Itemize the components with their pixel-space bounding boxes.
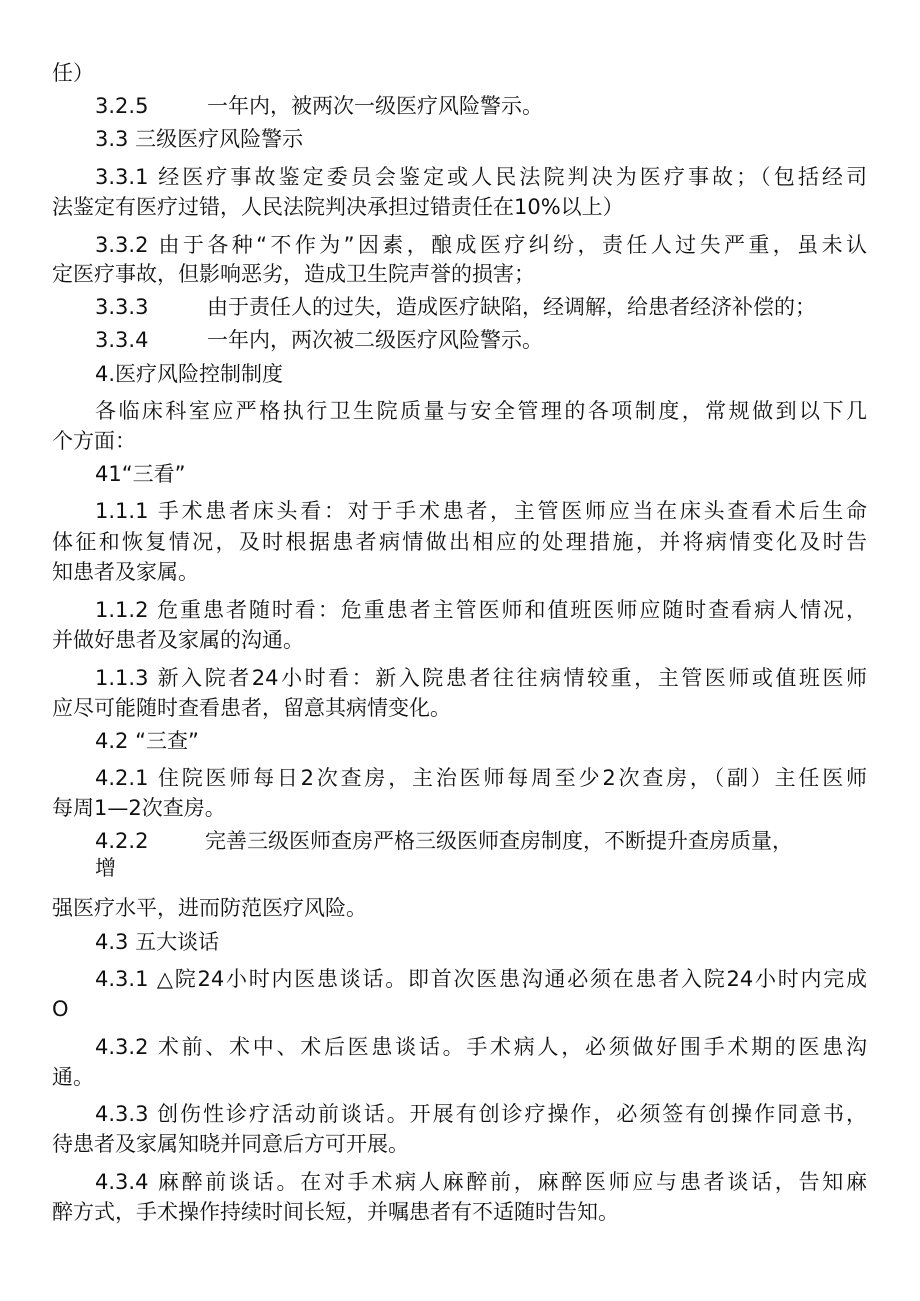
text-line: 强医疗水平，进而防范医疗风险。: [52, 896, 367, 920]
clause-number: 3.3.3: [95, 295, 149, 319]
text-line: 4.3.1 △院24小时内医患谈话。即首次医患沟通必须在患者入院24小时内完成: [95, 967, 867, 991]
text-line: 4.3.2 术前、术中、术后医患谈话。手术病人，必须做好围手术期的医患沟: [95, 1035, 867, 1059]
clause-number: 3.2.5: [95, 94, 149, 118]
clause-text: 完善三级医师查房严格三级医师查房制度，不断提升查房质量，: [205, 829, 793, 853]
text-line: 4.2.1 住院医师每日2次查房，主治医师每周至少2次查房，（副）主任医师: [95, 766, 867, 790]
text-line: 每周1—2次查房。: [52, 796, 226, 820]
section-heading: 4.医疗风险控制制度: [95, 362, 284, 386]
text-line: [95, 826, 793, 856]
text-line: 任）: [52, 61, 94, 85]
text-line: [95, 292, 816, 322]
text-line: 体征和恢复情况，及时根据患者病情做出相应的处理措施，并将病情变化及时告: [52, 530, 867, 554]
text-line: 法鉴定有医疗过错，人民法院判决承担过错责任在10%以上）: [52, 195, 624, 219]
text-line: 3.3.2 由于各种“不作为”因素，酿成医疗纠纷，责任人过失严重，虽未认: [95, 233, 867, 257]
text-line: 4.3.4 麻醉前谈话。在对手术病人麻醉前，麻醉医师应与患者谈话，告知麻: [95, 1170, 867, 1194]
text-line: 3.3.1 经医疗事故鉴定委员会鉴定或人民法院判决为医疗事故；（包括经司: [95, 165, 867, 189]
clause-text: 一年内，两次被二级医疗风险警示。: [207, 328, 543, 352]
clause-text: 一年内，被两次一级医疗风险警示。: [207, 94, 543, 118]
text-line: 个方面：: [52, 429, 136, 453]
text-line: 并做好患者及家属的沟通。: [52, 628, 304, 652]
clause-number: 4.2.2: [95, 829, 149, 853]
text-line: 4.3.3 创伤性诊疗活动前谈话。开展有创诊疗操作，必须签有创操作同意书，: [95, 1102, 867, 1126]
text-line: 知患者及家属。: [52, 560, 199, 584]
text-line: 通。: [52, 1065, 94, 1089]
text-line: 应尽可能随时查看患者，留意其病情变化。: [52, 696, 451, 720]
text-line: 1.1.3 新入院者24小时看：新入院患者往往病情较重，主管医师或值班医师: [95, 666, 867, 690]
clause-text: 由于责任人的过失，造成医疗缺陷，经调解，给患者经济补偿的；: [207, 295, 816, 319]
text-line: 各临床科室应严格执行卫生院质量与安全管理的各项制度，常规做到以下几: [95, 399, 867, 423]
clause-number: 3.3.4: [95, 328, 149, 352]
section-heading: 3.3 三级医疗风险警示: [95, 127, 304, 151]
text-line: 1.1.1 手术患者床头看：对于手术患者，主管医师应当在床头查看术后生命: [95, 499, 867, 523]
text-line: 待患者及家属知晓并同意后方可开展。: [52, 1132, 409, 1156]
text-line: O: [52, 997, 69, 1021]
section-heading: 41“三看”: [95, 462, 186, 486]
text-line: 增: [95, 856, 116, 880]
text-line: 醉方式，手术操作持续时间长短，并嘱患者有不适随时告知。: [52, 1200, 619, 1224]
text-line: [95, 91, 543, 121]
text-line: 1.1.2 危重患者随时看：危重患者主管医师和值班医师应随时查看病人情况，: [95, 598, 867, 622]
text-line: [95, 325, 543, 355]
section-heading: 4.3 五大谈话: [95, 930, 220, 954]
text-line: 定医疗事故，但影响恶劣，造成卫生院声誉的损害；: [52, 262, 535, 286]
section-heading: 4.2 “三查”: [95, 729, 199, 753]
